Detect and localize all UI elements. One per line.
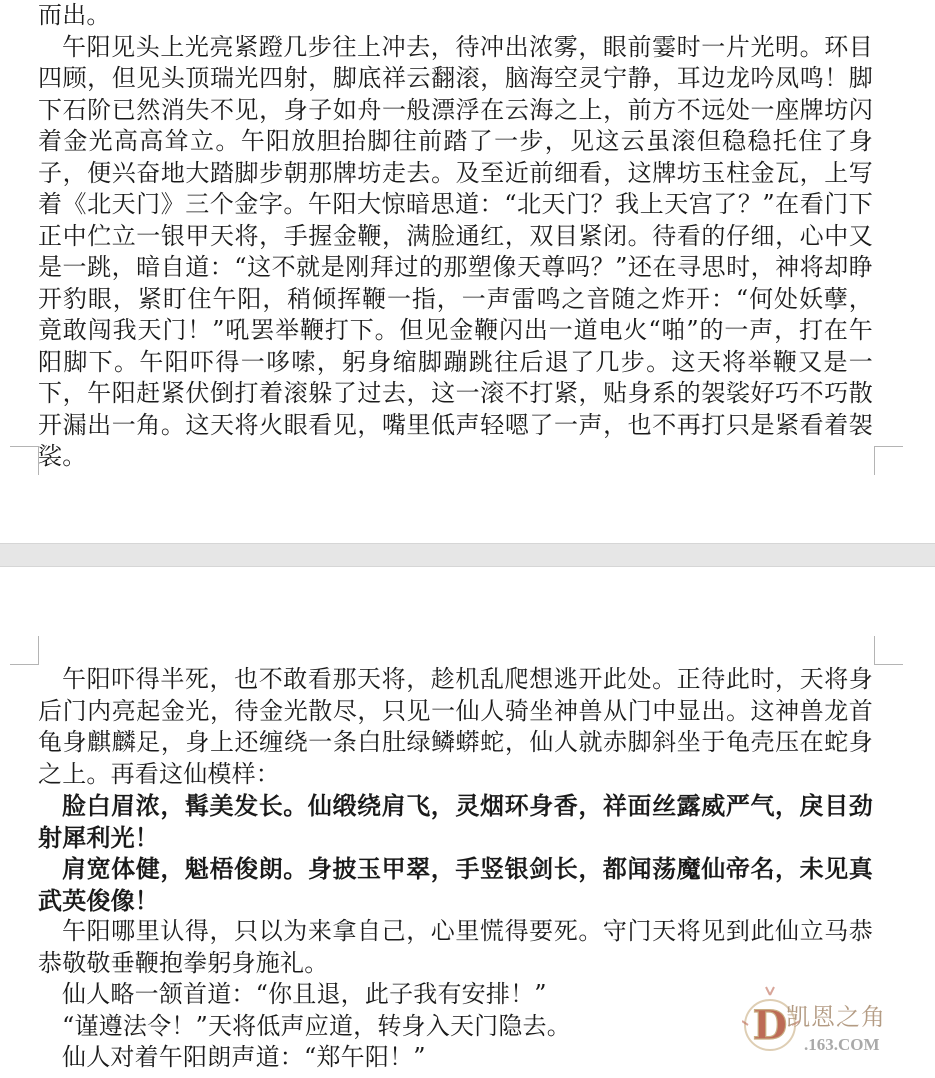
page-2-top-right-margin-mark bbox=[874, 636, 903, 665]
page-1-bottom-right-margin-mark bbox=[874, 446, 903, 475]
watermark-letter: D bbox=[752, 1002, 788, 1049]
paragraph: 而出。 bbox=[38, 1, 111, 29]
paragraph: 仙人略一颔首道：“你且退，此子我有安排！” bbox=[62, 980, 547, 1008]
paragraph: 午阳见头上光亮紧蹬几步往上冲去，待冲出浓雾，眼前霎时一片光明。环目四顾，但见头顶瑞光四射，脚底祥云翻滚，脑海空灵宁静，耳边龙吟凤鸣！脚下石阶已然消失不见，身子如舟一般漂浮在云海之上，前方不远处一座牌坊闪着金光高高耸立。午阳放胆抬脚往前踏了一步，见这云虽滚但稳稳托住了身子，便兴奋地大踏脚步朝那牌坊走去。及至近前细看，这牌坊玉柱金瓦，上写着《北天门》三个金字。午阳大惊暗思道：“北天门？我上天宫了？”在看门下正中伫立一银甲天将，手握金鞭，满脸通红，双目紧闭。待看的仔细，心中又是一跳，暗自道：“这不就是刚拜过的那塑像天尊吗？”还在寻思时，神将却睁开豹眼，紧盯住午阳，稍倾挥鞭一指，一声雷鸣之音随之炸开：“何处妖孽，竟敢闯我天门！”吼罢举鞭打下。但见金鞭闪出一道电火“啪”的一声，打在午阳脚下。午阳吓得一哆嗦，躬身缩脚蹦跳往后退了几步。这天将举鞭又是一下，午阳赶紧伏倒打着滚躲了过去，这一滚不打紧，贴身系的袈裟好巧不巧散开漏出一角。这天将火眼看见，嘴里低声轻嗯了一声，也不再打只是紧看着袈裟。 bbox=[38, 32, 873, 470]
page-2-top-left-margin-mark bbox=[10, 636, 39, 665]
paragraph: 脸白眉浓，髯美发长。仙缎绕肩飞，灵烟环身香，祥面丝露威严气，戾目劲射犀利光！ bbox=[38, 791, 873, 852]
page-separator bbox=[0, 543, 935, 567]
paragraph: 午阳哪里认得，只以为来拿自己，心里慌得要死。守门天将见到此仙立马恭恭敬敬垂鞭抱拳躬身施礼。 bbox=[38, 917, 873, 977]
watermark-domain: .163.COM bbox=[804, 1035, 880, 1054]
page-1-bottom-left-margin-mark bbox=[10, 446, 39, 475]
paragraph: 仙人对着午阳朗声道：“郑午阳！” bbox=[62, 1043, 426, 1071]
watermark-title: 凯恩之角 bbox=[786, 1003, 886, 1031]
paragraph: 肩宽体健，魁梧俊朗。身披玉甲翠，手竖银剑长，都闻荡魔仙帝名，未见真武英俊像！ bbox=[38, 854, 873, 915]
paragraph: 午阳吓得半死，也不敢看那天将，趁机乱爬想逃开此处。正待此时，天将身后门内亮起金光，待金光散尽，只见一仙人骑坐神兽从门中显出。这神兽龙首龟身麒麟足，身上还缠绕一条白肚绿鳞蟒蛇，仙人就赤脚斜坐于龟壳压在蛇身之上。再看这仙模样： bbox=[38, 665, 873, 788]
paragraph: “谨遵法令！”天将低声应道，转身入天门隐去。 bbox=[62, 1011, 571, 1040]
page-1-text-body bbox=[38, 0, 873, 473]
site-watermark-logo bbox=[742, 985, 912, 1065]
